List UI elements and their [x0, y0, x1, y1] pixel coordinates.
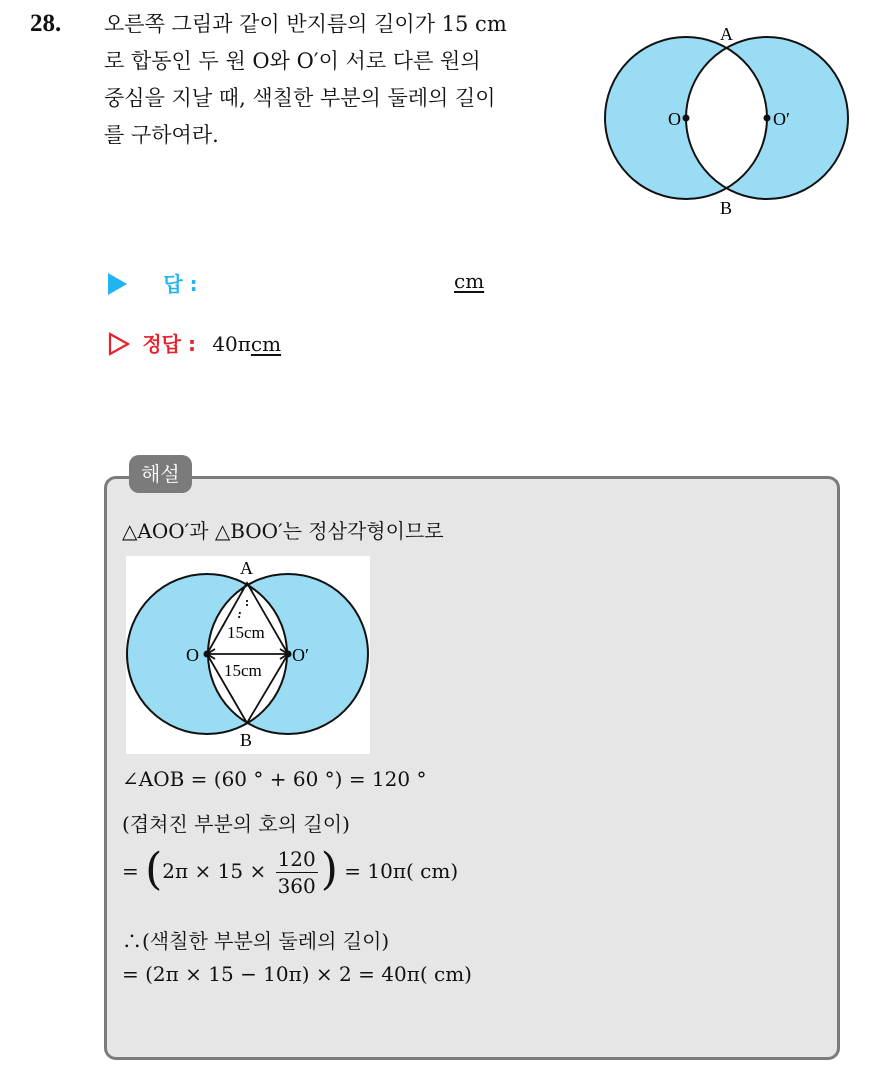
solution-line-6: = (2π × 15 − 10π) × 2 = 40π( cm): [122, 962, 472, 986]
problem-line: 를 구하여라.: [104, 123, 219, 147]
label-o2: O′: [773, 109, 790, 129]
label-o: O: [668, 109, 681, 129]
fraction-denominator: 360: [277, 874, 316, 898]
answer-row: [108, 268, 485, 297]
correct-answer-unit: cm: [250, 332, 282, 356]
problem-text: [104, 6, 594, 154]
correct-answer-row: [108, 328, 281, 358]
center-o2-point: [764, 115, 771, 122]
outline-triangle-icon: [108, 332, 130, 356]
label-b: B: [720, 198, 733, 218]
center-o-point: [683, 115, 690, 122]
equals-sign: =: [122, 859, 139, 883]
right-paren: ): [320, 844, 338, 895]
solution-line-1: △AOO′과 △BOO′는 정삼각형이므로: [122, 519, 444, 543]
solution-figure: [126, 556, 370, 754]
label-15cm-bottom: 15cm: [224, 661, 262, 680]
solution-line-3: (겹쳐진 부분의 호의 길이): [122, 812, 350, 836]
answer-unit[interactable]: cm: [454, 269, 485, 293]
formula-inner: 2π × 15 ×: [162, 859, 267, 883]
problem-line: 오른쪽 그림과 같이 반지름의 길이가 15 cm: [104, 12, 507, 36]
label-o2: O′: [292, 645, 309, 665]
problem-number: 28.: [30, 10, 62, 37]
correct-answer-value: 40π: [212, 332, 251, 356]
fraction-numerator: 120: [277, 847, 316, 871]
formula-result: = 10π( cm): [344, 859, 459, 883]
correct-answer-label: 정답 :: [142, 332, 196, 356]
solution-line-4: [122, 846, 458, 899]
problem-figure: [602, 24, 884, 224]
play-triangle-icon: [108, 273, 127, 295]
label-a: A: [240, 558, 253, 578]
fraction: [276, 846, 318, 899]
answer-label: 답 :: [163, 272, 198, 296]
solution-tag: 해설: [129, 455, 192, 493]
problem-line: 중심을 지날 때, 색칠한 부분의 둘레의 길이: [104, 86, 496, 110]
label-b: B: [240, 730, 253, 750]
label-15cm-top: 15cm: [227, 623, 265, 642]
solution-line-5: ∴(색칠한 부분의 둘레의 길이): [122, 929, 390, 953]
problem-line: 로 합동인 두 원 O와 O′이 서로 다른 원의: [104, 49, 481, 73]
label-a: A: [720, 24, 733, 44]
label-o: O: [186, 645, 199, 665]
left-paren: (: [145, 844, 163, 895]
solution-line-2: ∠AOB = (60 ° + 60 °) = 120 °: [122, 767, 427, 791]
